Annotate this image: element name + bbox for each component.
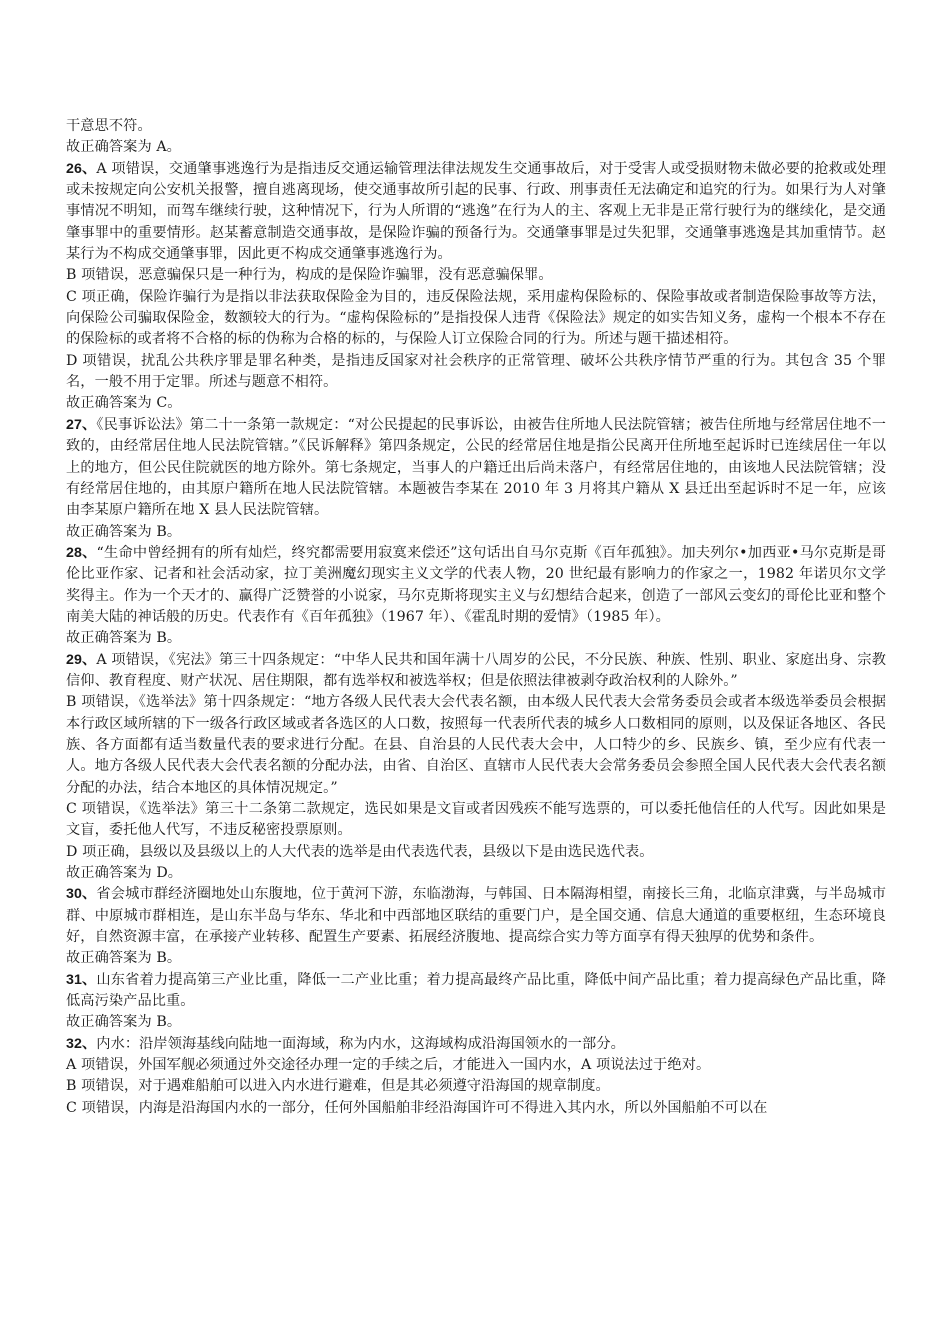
paragraph-text: 省会城市群经济圈地处山东腹地，位于黄河下游，东临渤海，与韩国、日本隔海相望，南接长三角，北临京津冀，与半岛城市群、中原城市群相连，是山东半岛与华东、华北和中西部地区联结的重要门户，是全国交通、信息大通道的重要枢纽，生态环境良好，自然资源丰富，在承接产业转移、配置生产要素、拓展经济腹地、提高综合实力等方面享有得天独厚的优势和条件。 xyxy=(66,886,886,946)
paragraph-text: D 项正确，县级以及县级以上的人大代表的选举是由代表选代表，县级以下是由选民选代表。 xyxy=(66,843,654,860)
question-number: 29、 xyxy=(66,651,97,668)
paragraph-text: B 项错误，对于遇难船舶可以进入内水进行避难，但是其必须遵守沿海国的规章制度。 xyxy=(66,1078,610,1095)
paragraph-text: B 项错误，《选举法》第十四条规定：“地方各级人民代表大会代表名额，由本级人民代表大会常务委员会或者本级选举委员会根据本行政区域所辖的下一级各行政区域或者各选区的人口数，按照每一代表所代表的城乡人口数相同的原则，以及保证各地区、各民族、各方面都有适当数量代表的要求进行分配。在县、自治县的人民代表大会中，人口特少的乡、民族乡、镇，至少应有代表一人。地方各级人民代表大会代表名额的分配办法，由省、自治区、直辖市人民代表大会常务委员会参照全国人民代表大会代表名额分配的办法，结合本地区的具体情况规定。” xyxy=(66,694,886,796)
paragraph xyxy=(66,1098,886,1119)
paragraph-text: 故正确答案为 C。 xyxy=(66,395,182,412)
paragraph-text: B 项错误，恶意骗保只是一种行为，构成的是保险诈骗罪，没有恶意骗保罪。 xyxy=(66,267,553,284)
paragraph-text: 《民事诉讼法》第二十一条第一款规定：“对公民提起的民事诉讼，由被告住所地人民法院管辖；被告住所地与经常居住地不一致的，由经常居住地人民法院管辖。”《民诉解释》第四条规定，公民的经常居住地是指公民离开住所地至起诉时已连续居住一年以上的地方，但公民住院就医的地方除外。第七条规定，当事人的户籍迁出后尚未落户，有经常居住地的，由该地人民法院管辖；没有经常居住地的，由其原户籍所在地人民法院管辖。本题被告李某在 2010 年 3 月将其户籍从 X 县迁出至起诉时不足一年，应该由李某原户籍所在地 X 县人民法院管辖。 xyxy=(66,416,886,519)
paragraph xyxy=(66,116,886,137)
paragraph xyxy=(66,799,886,842)
question-explanation xyxy=(66,159,886,266)
paragraph-text: 内水：沿岸领海基线向陆地一面海域，称为内水，这海域构成沿海国领水的一部分。 xyxy=(96,1035,625,1052)
paragraph-text: 干意思不符。 xyxy=(66,118,152,134)
paragraph-text: 山东省着力提高第三产业比重，降低一二产业比重；着力提高最终产品比重，降低中间产品比重；着力提高绿色产品比重，降低高污染产品比重。 xyxy=(66,971,886,1010)
paragraph xyxy=(66,287,886,351)
answer-line xyxy=(66,628,886,649)
paragraph-text: 故正确答案为 B。 xyxy=(66,630,182,647)
question-number: 28、 xyxy=(66,544,97,561)
question-explanation xyxy=(66,970,886,1013)
paragraph xyxy=(66,1076,886,1097)
question-number: 27、 xyxy=(66,416,97,433)
question-number: 32、 xyxy=(66,1035,97,1052)
answer-line xyxy=(66,393,886,414)
question-number: 30、 xyxy=(66,886,97,903)
paragraph xyxy=(66,1055,886,1076)
paragraph-text: 故正确答案为 B。 xyxy=(66,1014,182,1031)
answer-line xyxy=(66,863,886,884)
paragraph-text: C 项错误，《选举法》第三十二条第二款规定，选民如果是文盲或者因残疾不能写选票的，可以委托他信任的人代写。因此如果是文盲，委托他人代写，不违反秘密投票原则。 xyxy=(66,801,886,839)
paragraph-text: C 项错误，内海是沿海国内水的一部分，任何外国船舶非经沿海国许可不得进入其内水，所以外国船舶不可以在 xyxy=(66,1099,768,1116)
answer-line xyxy=(66,1012,886,1033)
answer-line xyxy=(66,522,886,543)
paragraph xyxy=(66,692,886,799)
paragraph-text: C 项正确，保险诈骗行为是指以非法获取保险金为目的，违反保险法规，采用虚构保险标的、保险事故或者制造保险事故等方法，向保险公司骗取保险金，数额较大的行为。“虚构保险标的”是指投保人违背《保险法》规定的如实告知义务，虚构一个根本不存在的保险标的或者将不合格的标的伪称为合格的标的，与保险人订立保险合同的行为。所述与题干描述相符。 xyxy=(66,288,886,348)
document-body xyxy=(66,116,886,1119)
question-explanation xyxy=(66,415,886,522)
paragraph xyxy=(66,842,886,863)
question-explanation xyxy=(66,543,886,628)
paragraph xyxy=(66,351,886,394)
paragraph-text: 故正确答案为 A。 xyxy=(66,139,181,156)
paragraph-text: 故正确答案为 B。 xyxy=(66,523,182,540)
question-explanation xyxy=(66,650,886,693)
paragraph-text: A 项错误，交通肇事逃逸行为是指违反交通运输管理法律法规发生交通事故后，对于受害人或受损财物未做必要的抢救或处理或未按规定向公安机关报警，擅自逃离现场，使交通事故所引起的民事、行政、刑事责任无法确定和追究的行为。如果行为人对肇事情况不明知，而驾车继续行驶，这种情况下，行为人所谓的“逃逸”在行为人的主、客观上无非是正常行驶行为的继续化，是交通肇事罪中的重要情形。赵某蓄意制造交通事故，是保险诈骗的预备行为。交通肇事罪是过失犯罪，交通肇事逃逸是其加重情节。赵某行为不构成交通肇事罪，因此更不构成交通肇事逃逸行为。 xyxy=(66,160,886,263)
answer-line xyxy=(66,137,886,158)
paragraph xyxy=(66,265,886,286)
paragraph-text: 故正确答案为 B。 xyxy=(66,950,182,967)
paragraph-text: A 项错误，《宪法》第三十四条规定：“中华人民共和国年满十八周岁的公民，不分民族、种族、性别、职业、家庭出身、宗教信仰、教育程度、财产状况、居住期限，都有选举权和被选举权；但是依照法律被剥夺政治权利的人除外。” xyxy=(66,651,886,689)
paragraph-text: “生命中曾经拥有的所有灿烂，终究都需要用寂寞来偿还”这句话出自马尔克斯《百年孤独》。加夫列尔•加西亚•马尔克斯是哥伦比亚作家、记者和社会活动家，拉丁美洲魔幻现实主义文学的代表人物，20 世纪最有影响力的作家之一，1982 年诺贝尔文学奖得主。作为一个天才的、赢得广泛赞誉的小说家，马尔克斯将现实主义与幻想结合起来，创造了一部风云变幻的哥伦比亚和整个南美大陆的神话般的历史。代表作有《百年孤独》（1967 年）、《霍乱时期的爱情》（1985 年）。 xyxy=(66,544,886,625)
paragraph-text: A 项错误，外国军舰必须通过外交途径办理一定的手续之后，才能进入一国内水，A 项说法过于绝对。 xyxy=(66,1057,711,1074)
answer-line xyxy=(66,948,886,969)
question-explanation xyxy=(66,884,886,948)
question-explanation xyxy=(66,1034,886,1055)
question-number: 31、 xyxy=(66,971,97,988)
question-number: 26、 xyxy=(66,160,97,177)
paragraph-text: 故正确答案为 D。 xyxy=(66,865,183,882)
paragraph-text: D 项错误，扰乱公共秩序罪是罪名种类，是指违反国家对社会秩序的正常管理、破坏公共秩序情节严重的行为。其包含 35 个罪名，一般不用于定罪。所述与题意不相符。 xyxy=(66,352,886,391)
